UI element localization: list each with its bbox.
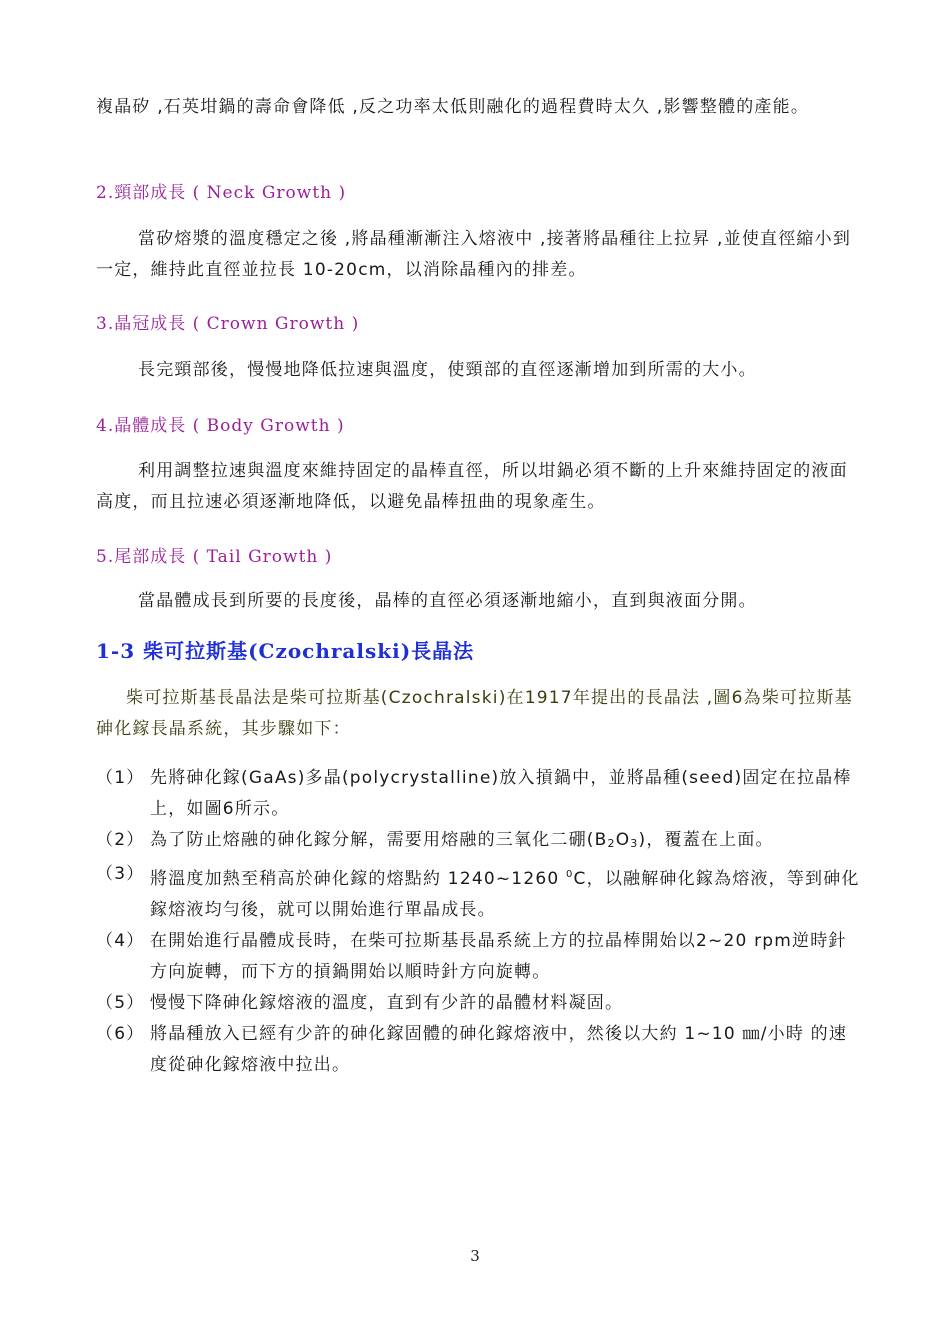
heading-crown-growth: 3.晶冠成長 ( Crown Growth ) [96, 314, 360, 334]
page-number: 3 [470, 1247, 480, 1265]
paragraph-tail-growth: 當晶體成長到所要的長度後，晶棒的直徑必須逐漸地縮小，直到與液面分開。 [138, 591, 757, 611]
step-text [150, 869, 860, 920]
step-text-part: 將溫度加熱至稍高於砷化鎵的熔點約 1240~1260 [150, 869, 566, 889]
paragraph-crown-growth: 長完頸部後，慢慢地降低拉速與溫度，使頸部的直徑逐漸增加到所需的大小。 [138, 360, 757, 380]
heading-body-growth: 4.晶體成長 ( Body Growth ) [96, 416, 345, 436]
section-title: 1-3 柴可拉斯基(Czochralski)長晶法 [96, 639, 475, 663]
superscript: 0 [565, 869, 574, 880]
step-number: （2） [96, 830, 145, 850]
steps-list [96, 763, 860, 1081]
step-text-part: C，以融解砷化鎵為熔液，等到砷化鎵熔液均勻後，就可以開始進行單晶成長。 [150, 869, 860, 920]
step-number: （6） [96, 1024, 145, 1044]
step-text: 慢慢下降砷化鎵熔液的溫度，直到有少許的晶體材料凝固。 [150, 993, 624, 1013]
step-number: （1） [96, 768, 145, 788]
steps-list-container [96, 763, 860, 1081]
list-item [96, 988, 860, 1019]
paragraph-body-growth: 利用調整拉速與溫度來維持固定的晶棒直徑，所以坩鍋必須不斷的上升來維持固定的液面高度，而且拉速必須逐漸地降低，以避免晶棒扭曲的現象產生。 [96, 461, 848, 512]
step-text [150, 830, 774, 850]
paragraph-neck-growth: 當矽熔漿的溫度穩定之後 ,將晶種漸漸注入熔液中 ,接著將晶種往上拉昇 ,並使直徑縮小到一定，維持此直徑並拉長 10-20cm，以消除晶種內的排差。 [96, 229, 852, 280]
step-text: 先將砷化鎵(GaAs)多晶(polycrystalline)放入摃鍋中，並將晶種(seed)固定在拉晶棒上，如圖6所示。 [150, 768, 852, 819]
step-text: 將晶種放入已經有少許的砷化鎵固體的砷化鎵熔液中，然後以大約 1~10 ㎜/小時 的速度從砷化鎵熔液中拉出。 [150, 1024, 848, 1075]
list-item [96, 825, 860, 859]
heading-tail-growth: 5.尾部成長 ( Tail Growth ) [96, 547, 333, 567]
heading-neck-growth: 2.頸部成長 ( Neck Growth ) [96, 183, 347, 203]
subscript: 2 [607, 837, 616, 850]
section-intro-paragraph: 柴可拉斯基長晶法是柴可拉斯基(Czochralski)在1917年提出的長晶法 ,圖6為柴可拉斯基砷化鎵長晶系統，其步驟如下： [96, 688, 853, 739]
step-text-part: O [615, 830, 631, 850]
list-item [96, 859, 860, 926]
intro-paragraph: 複晶矽 ,石英坩鍋的壽命會降低 ,反之功率太低則融化的過程費時太久 ,影響整體的產能。 [96, 97, 810, 117]
step-text: 在開始進行晶體成長時，在柴可拉斯基長晶系統上方的拉晶棒開始以2~20 rpm逆時針方向旋轉，而下方的摃鍋開始以順時針方向旋轉。 [150, 931, 847, 982]
subscript: 3 [630, 837, 639, 850]
step-number: （3） [96, 864, 145, 884]
step-text-part: 為了防止熔融的砷化鎵分解，需要用熔融的三氧化二硼(B [150, 830, 608, 850]
list-item [96, 763, 860, 825]
step-number: （5） [96, 993, 145, 1013]
list-item [96, 1019, 860, 1081]
step-text-part: )，覆蓋在上面。 [638, 830, 774, 850]
step-number: （4） [96, 931, 145, 951]
list-item [96, 926, 860, 988]
